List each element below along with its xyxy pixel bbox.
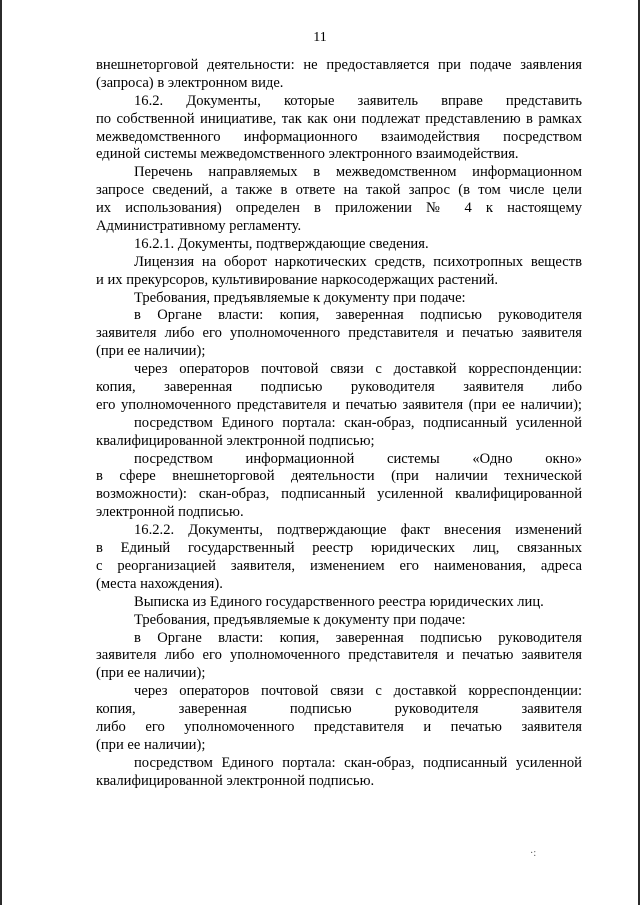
- text-line: (места нахождения).: [96, 575, 223, 592]
- text-line: (при ее наличии);: [96, 665, 206, 682]
- text-line: копия, заверенная подписью руководителя заявителя либо: [96, 379, 582, 396]
- document-body: [96, 57, 582, 791]
- text-line: в Органе власти: копия, заверенная подписью руководителя: [134, 307, 582, 324]
- text-line: и их прекурсоров, культивирование наркосодержащих растений.: [96, 271, 499, 288]
- text-line: в Органе власти: копия, заверенная подписью руководителя: [134, 629, 582, 646]
- text-line: 16.2.2. Документы, подтверждающие факт внесения изменений: [134, 522, 582, 539]
- text-line: заявителя либо его уполномоченного представителя и печатью заявителя: [96, 647, 582, 664]
- text-line: 16.2. Документы, которые заявитель вправе представить: [134, 92, 582, 109]
- text-line: квалифицированной электронной подписью.: [96, 772, 375, 789]
- text-line: через операторов почтовой связи с доставкой корреспонденции:: [134, 683, 582, 700]
- text-line: Лицензия на оборот наркотических средств, психотропных веществ: [134, 253, 582, 270]
- text-line: внешнеторговой деятельности: не предоставляется при подаче заявления: [96, 57, 582, 73]
- text-line: Административному регламенту.: [96, 218, 302, 235]
- text-line: посредством информационной системы «Одно окно»: [134, 450, 582, 467]
- text-line: Требования, предъявляемые к документу при подаче:: [134, 289, 466, 306]
- text-line: (при ее наличии);: [96, 736, 206, 753]
- text-line: по собственной инициативе, так как они подлежат представлению в рамках: [96, 110, 582, 127]
- text-line: с реорганизацией заявителя, изменением его наименования, адреса: [96, 557, 582, 574]
- text-line: посредством Единого портала: скан-образ, подписанный усиленной: [134, 414, 582, 431]
- text-line: через операторов почтовой связи с доставкой корреспонденции:: [134, 361, 582, 378]
- text-line: либо его уполномоченного представителя и печатью заявителя: [96, 718, 582, 735]
- text-line: в Единый государственный реестр юридических лиц, связанных: [96, 540, 582, 557]
- text-line: его уполномоченного представителя и печатью заявителя (при ее наличии);: [96, 396, 582, 413]
- text-line: Перечень направляемых в межведомственном информационном: [134, 164, 582, 181]
- text-line: межведомственного информационного взаимодействия посредством: [96, 128, 582, 145]
- text-line: квалифицированной электронной подписью;: [96, 432, 375, 449]
- text-line: единой системы межведомственного электронного взаимодействия.: [96, 146, 519, 163]
- page-number: 11: [313, 30, 327, 45]
- text-line: Требования, предъявляемые к документу при подаче:: [134, 611, 466, 628]
- text-line: заявителя либо его уполномоченного представителя и печатью заявителя: [96, 325, 582, 342]
- text-line: Выписка из Единого государственного реестра юридических лиц.: [134, 593, 544, 610]
- text-line: электронной подписью.: [96, 504, 244, 521]
- text-line: (при ее наличии);: [96, 343, 206, 360]
- text-line: в сфере внешнеторговой деятельности (при наличии технической: [96, 468, 582, 485]
- text-line: возможности): скан-образ, подписанный усиленной квалифицированной: [96, 486, 582, 503]
- scan-mark: ·:: [530, 848, 537, 859]
- text-line: (запроса) в электронном виде.: [96, 74, 284, 91]
- text-line: 16.2.1. Документы, подтверждающие сведения.: [134, 235, 429, 252]
- text-line: их использования) определен в приложении № 4 к настоящему: [96, 200, 582, 217]
- text-line: запросе сведений, а также в ответе на такой запрос (в том числе цели: [96, 182, 582, 199]
- text-line: посредством Единого портала: скан-образ, подписанный усиленной: [134, 754, 582, 771]
- text-line: копия, заверенная подписью руководителя заявителя: [96, 701, 582, 718]
